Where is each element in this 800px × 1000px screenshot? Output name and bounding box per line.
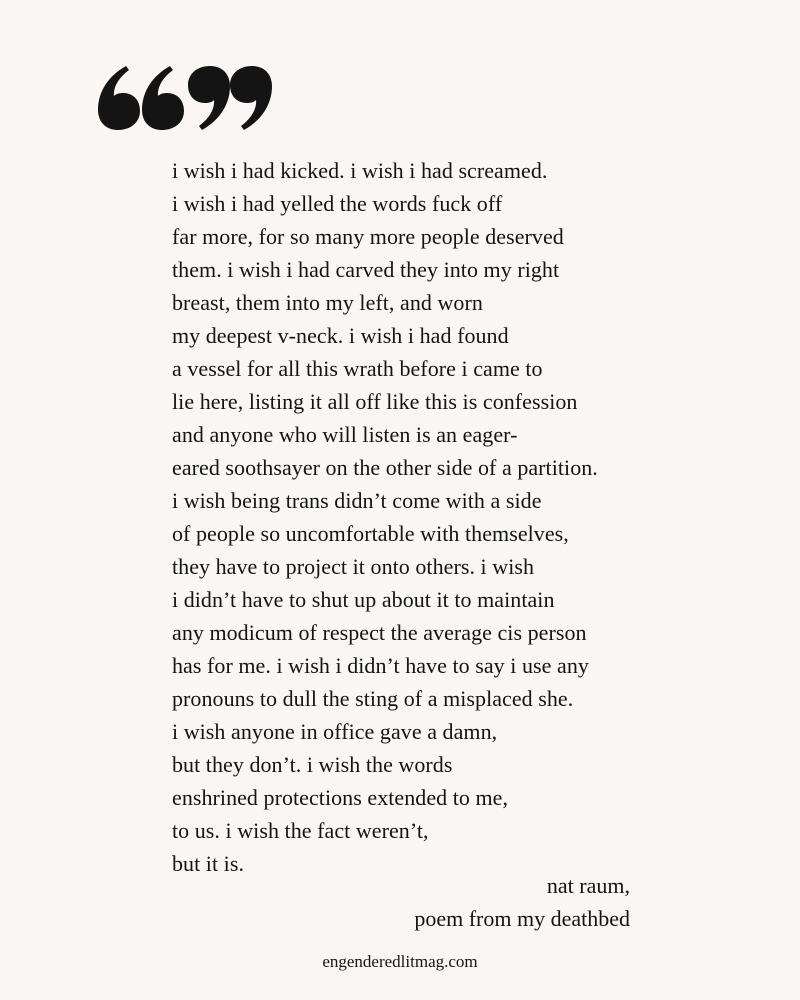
poem-line: a vessel for all this wrath before i came to [172,356,543,381]
quotation-marks-icon [96,62,276,134]
poem-line: and anyone who will listen is an eager- [172,422,518,447]
poem-line: i wish being trans didn’t come with a side [172,488,542,513]
poem-line: eared soothsayer on the other side of a partition. [172,455,598,480]
poem-line: but they don’t. i wish the words [172,752,453,777]
poem-line: i didn’t have to shut up about it to maintain [172,587,555,612]
poem-line: i wish i had yelled the words fuck off [172,191,503,216]
poem-line: pronouns to dull the sting of a misplaced she. [172,686,574,711]
poem-line: lie here, listing it all off like this is confession [172,389,578,414]
poem-line: to us. i wish the fact weren’t, [172,818,429,843]
poem-line: i wish i had kicked. i wish i had screamed. [172,158,548,183]
poem-line: breast, them into my left, and worn [172,290,483,315]
poem-line: any modicum of respect the average cis person [172,620,587,645]
source-title: poem from my deathbed [414,906,630,931]
footer-website-link[interactable]: engenderedlitmag.com [322,952,478,971]
poem-body [172,154,772,880]
poem-line: i wish anyone in office gave a damn, [172,719,498,744]
open-quote-icon [98,66,184,130]
poem-line: of people so uncomfortable with themselves, [172,521,569,546]
author-name: nat raum, [546,873,630,898]
poem-line: enshrined protections extended to me, [172,785,509,810]
poem-line: but it is. [172,851,245,876]
poem-line: them. i wish i had carved they into my right [172,257,560,282]
poem-line: they have to project it onto others. i wish [172,554,535,579]
poem-line: my deepest v-neck. i wish i had found [172,323,509,348]
poem-line: far more, for so many more people deserved [172,224,564,249]
poem-line: has for me. i wish i didn’t have to say i use any [172,653,589,678]
attribution [414,869,630,935]
close-quote-icon [188,66,272,130]
